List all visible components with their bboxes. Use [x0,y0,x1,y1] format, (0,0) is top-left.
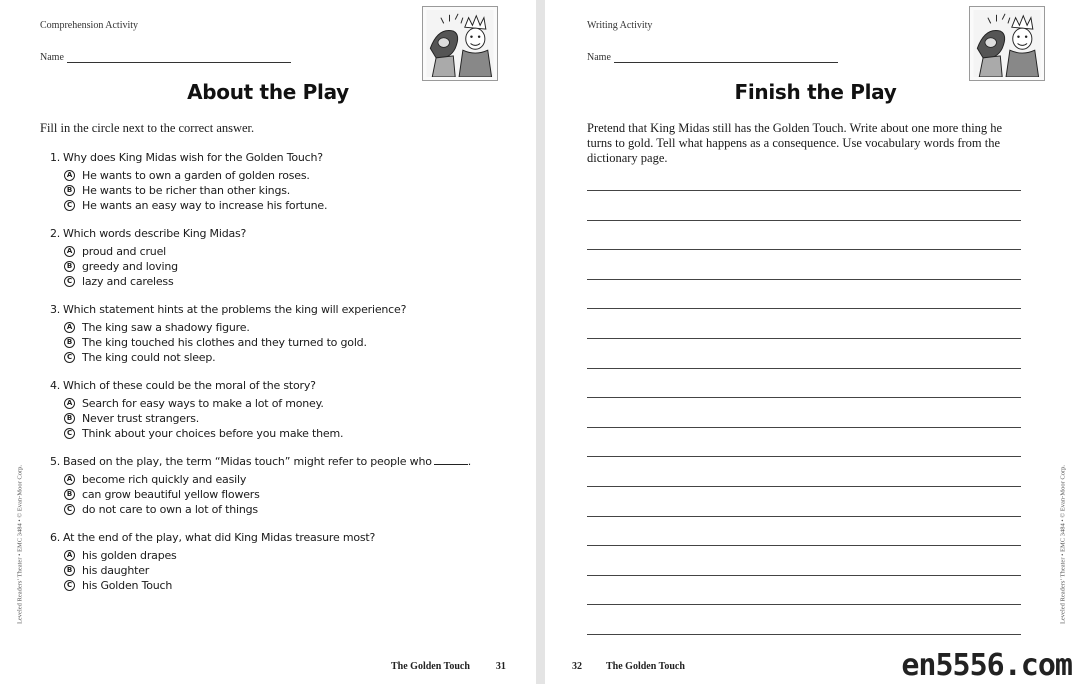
answer-bubble-icon[interactable]: A [64,170,75,181]
answer-bubble-icon[interactable]: A [64,398,75,409]
question-prompt: Which words describe King Midas? [63,227,247,240]
answer-bubble-icon[interactable]: C [64,276,75,287]
answer-option[interactable] [64,472,490,487]
option-text: his Golden Touch [82,579,173,592]
watermark: en5556.com [901,648,1072,683]
answer-option[interactable] [64,502,490,517]
answer-options [64,244,490,289]
option-text: his golden drapes [82,549,177,562]
answer-option[interactable] [64,335,490,350]
page-number: 31 [495,661,506,672]
option-text: Think about your choices before you make them. [82,427,344,440]
answer-bubble-icon[interactable]: C [64,428,75,439]
question-number: 5. [50,455,61,468]
answer-options [64,168,490,213]
period: . [467,455,472,468]
question-list [50,150,490,606]
activity-label: Writing Activity [587,20,653,31]
side-credit: Leveled Readers’ Theater • EMC 3484 • © Evan-Moor Corp. [16,464,24,625]
writing-line[interactable] [587,516,1021,517]
answer-option[interactable] [64,274,490,289]
writing-line[interactable] [587,397,1021,398]
answer-bubble-icon[interactable]: B [64,337,75,348]
name-line[interactable] [67,54,291,63]
option-text: proud and cruel [82,245,167,258]
question-item [50,378,490,441]
answer-bubble-icon[interactable]: B [64,261,75,272]
question-text [50,150,490,165]
writing-line[interactable] [587,456,1021,457]
answer-bubble-icon[interactable]: C [64,352,75,363]
answer-bubble-icon[interactable]: A [64,322,75,333]
writing-line[interactable] [587,220,1021,221]
name-line[interactable] [614,54,838,63]
question-number: 1. [50,151,61,164]
answer-option[interactable] [64,578,490,593]
writing-lines [587,190,1021,664]
answer-options [64,320,490,365]
question-prompt: Which of these could be the moral of the story? [63,379,316,392]
writing-line[interactable] [587,190,1021,191]
question-text [50,378,490,393]
page-title: Finish the Play [734,80,897,104]
writing-line[interactable] [587,575,1021,576]
question-item [50,302,490,365]
option-text: He wants to be richer than other kings. [82,184,291,197]
king-midas-illustration [969,6,1045,81]
option-text: lazy and careless [82,275,174,288]
question-prompt: Based on the play, the term “Midas touch” might refer to people who [63,455,432,468]
answer-option[interactable] [64,183,490,198]
instructions: Fill in the circle next to the correct answer. [40,121,255,135]
writing-line[interactable] [587,634,1021,635]
question-prompt: Why does King Midas wish for the Golden Touch? [63,151,323,164]
question-number: 4. [50,379,61,392]
writing-line[interactable] [587,604,1021,605]
king-illustration-icon [426,10,494,77]
option-text: can grow beautiful yellow flowers [82,488,260,501]
question-number: 3. [50,303,61,316]
question-text [50,530,490,545]
question-item [50,226,490,289]
option-text: He wants to own a garden of golden roses. [82,169,310,182]
answer-blank [434,456,468,465]
name-field-row [587,52,838,63]
option-text: The king touched his clothes and they turned to gold. [82,336,367,349]
option-text: become rich quickly and easily [82,473,247,486]
answer-bubble-icon[interactable]: C [64,200,75,211]
question-item [50,150,490,213]
answer-bubble-icon[interactable]: B [64,489,75,500]
writing-line[interactable] [587,279,1021,280]
writing-line[interactable] [587,368,1021,369]
footer-title: The Golden Touch [606,661,685,672]
left-page [0,0,536,684]
answer-bubble-icon[interactable]: C [64,504,75,515]
question-number: 2. [50,227,61,240]
footer-title: The Golden Touch [391,661,470,672]
question-text [50,454,490,469]
answer-options [64,396,490,441]
answer-option[interactable] [64,426,490,441]
answer-option[interactable] [64,563,490,578]
option-text: greedy and loving [82,260,178,273]
option-text: do not care to own a lot of things [82,503,258,516]
writing-line[interactable] [587,427,1021,428]
answer-bubble-icon[interactable]: B [64,413,75,424]
page-title: About the Play [187,80,349,104]
answer-option[interactable] [64,320,490,335]
answer-option[interactable] [64,487,490,502]
question-text [50,226,490,241]
question-prompt: Which statement hints at the problems the king will experience? [63,303,407,316]
question-text [50,302,490,317]
page-gutter [536,0,545,684]
writing-line[interactable] [587,308,1021,309]
answer-option[interactable] [64,411,490,426]
writing-line[interactable] [587,249,1021,250]
writing-line[interactable] [587,338,1021,339]
option-text: Search for easy ways to make a lot of money. [82,397,324,410]
answer-option[interactable] [64,259,490,274]
answer-option[interactable] [64,168,490,183]
king-illustration-icon [973,10,1041,77]
answer-option[interactable] [64,244,490,259]
option-text: He wants an easy way to increase his fortune. [82,199,328,212]
page-number: 32 [572,661,582,672]
name-label: Name [587,52,611,63]
answer-option[interactable] [64,396,490,411]
answer-bubble-icon[interactable]: C [64,580,75,591]
page-footer [391,661,506,672]
answer-option[interactable] [64,198,490,213]
instructions: Pretend that King Midas still has the Golden Touch. Write about one more thing he turns to gold. Tell what happens as a consequence. Use vocabulary words from the dictionary page. [587,121,1003,165]
answer-bubble-icon[interactable]: B [64,565,75,576]
name-label: Name [40,52,64,63]
answer-bubble-icon[interactable]: A [64,246,75,257]
question-number: 6. [50,531,61,544]
answer-option[interactable] [64,548,490,563]
option-text: his daughter [82,564,150,577]
king-midas-illustration [422,6,498,81]
answer-options [64,548,490,593]
answer-bubble-icon[interactable]: A [64,474,75,485]
question-prompt: At the end of the play, what did King Midas treasure most? [63,531,376,544]
side-credit: Leveled Readers’ Theater • EMC 3484 • © Evan-Moor Corp. [1059,464,1067,625]
question-item [50,530,490,593]
answer-option[interactable] [64,350,490,365]
writing-line[interactable] [587,486,1021,487]
answer-bubble-icon[interactable]: A [64,550,75,561]
question-item [50,454,490,517]
option-text: The king saw a shadowy figure. [82,321,250,334]
activity-label: Comprehension Activity [40,20,139,31]
option-text: Never trust strangers. [82,412,200,425]
answer-bubble-icon[interactable]: B [64,185,75,196]
writing-line[interactable] [587,545,1021,546]
answer-options [64,472,490,517]
option-text: The king could not sleep. [82,351,216,364]
name-field-row [40,52,291,63]
